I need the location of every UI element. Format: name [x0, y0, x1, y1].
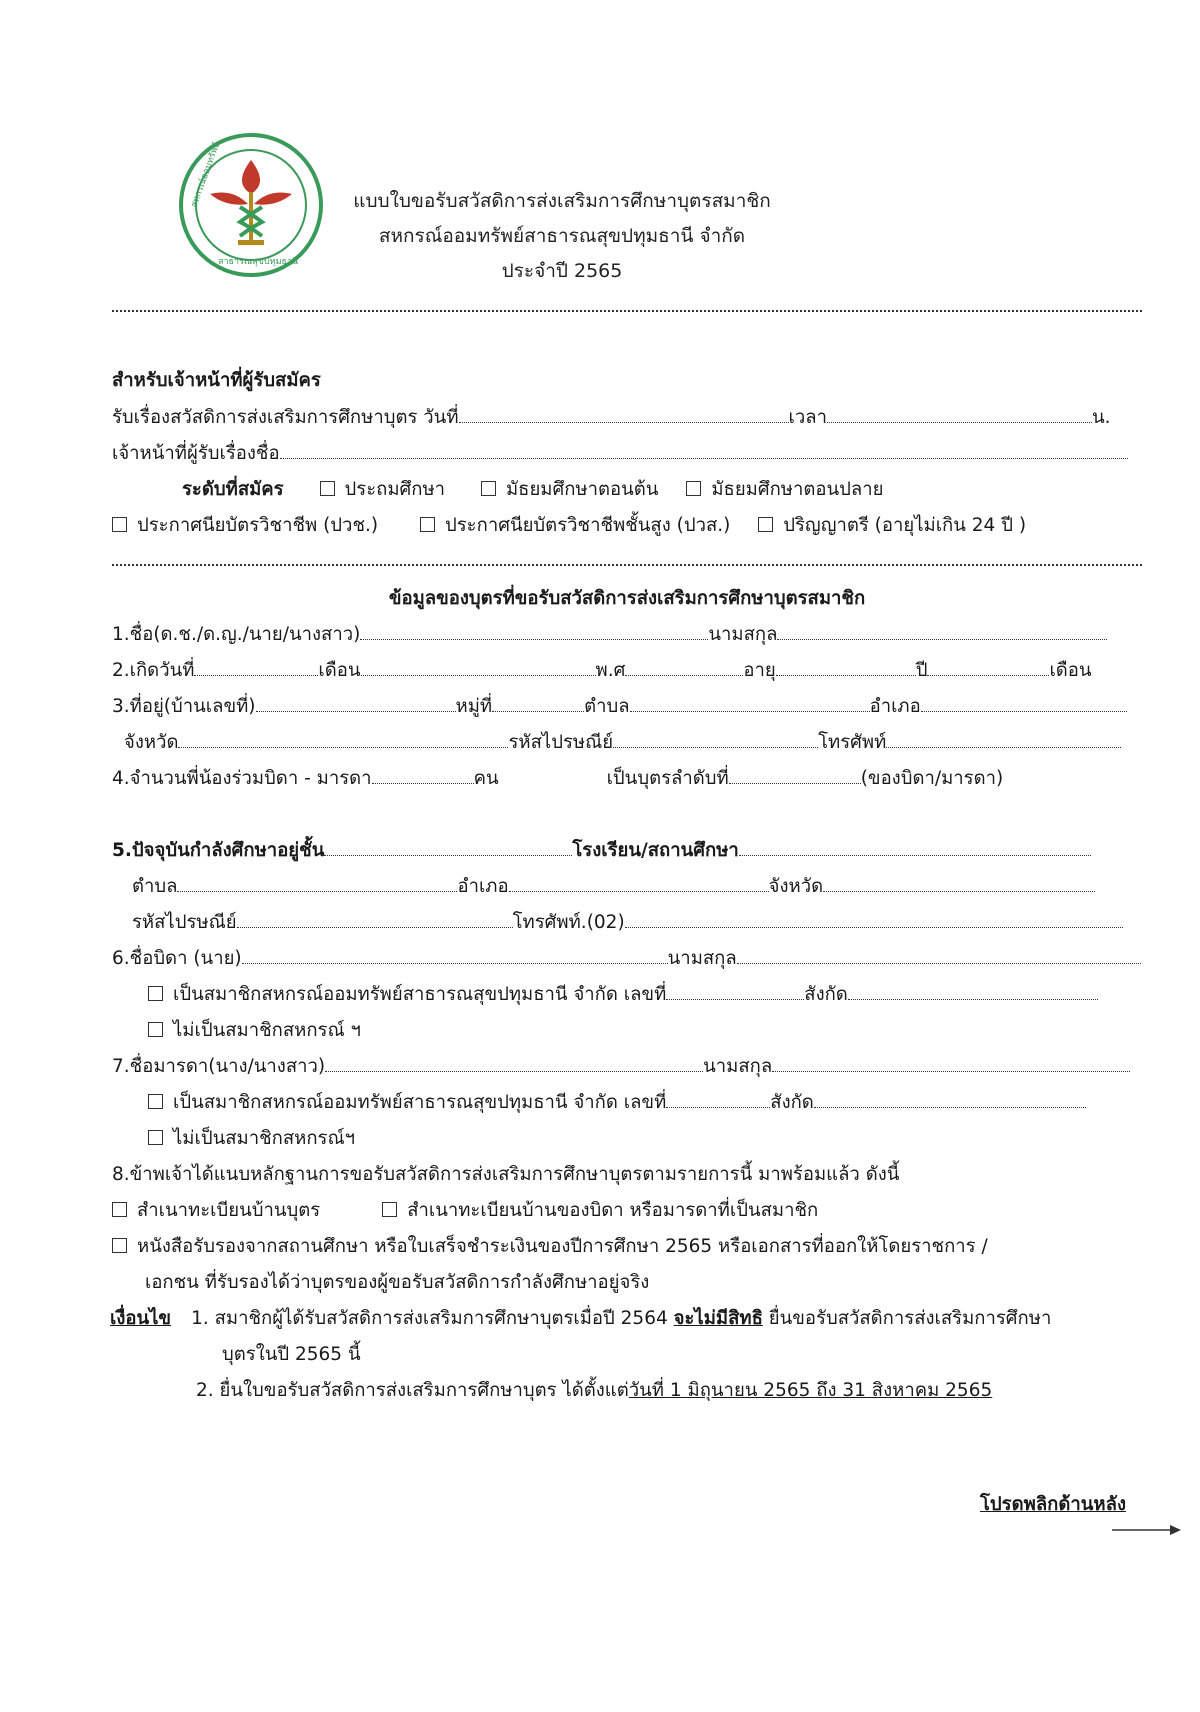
- child-address-row: [112, 692, 1127, 721]
- house-no-label: 3.ที่อยู่(บ้านเลขที่): [112, 696, 256, 717]
- father-member-row: [148, 980, 1098, 1009]
- birth-year-field[interactable]: [625, 657, 743, 676]
- condition-1-emphasis: จะไม่มีสิทธิ: [673, 1308, 763, 1329]
- moo-label: หมู่ที่: [455, 696, 493, 717]
- condition-2-dates: วันที่ 1 มิถุนายน 2565 ถึง 31 สิงหาคม 2565: [628, 1380, 993, 1401]
- level-bachelor-label: ปริญญาตรี (อายุไม่เกิน 24 ปี ): [783, 515, 1027, 536]
- officer-row: [112, 439, 1128, 468]
- doc-school-cert-label: หนังสือรับรองจากสถานศึกษา หรือใบเสร็จชำระเงินของปีการศึกษา 2565 หรือเอกสารที่ออกให้โดยราชการ /: [137, 1236, 988, 1257]
- age-label: อายุ: [743, 660, 776, 681]
- level-label: ระดับที่สมัคร: [182, 479, 284, 500]
- evidence-row-3: เอกชน ที่รับรองได้ว่าบุตรของผู้ขอรับสวัสดิการกำลังศึกษาอยู่จริง: [145, 1272, 650, 1293]
- mother-member-no-field[interactable]: [666, 1089, 770, 1108]
- turn-over-note: โปรดพลิกด้านหลัง: [980, 1494, 1126, 1515]
- house-no-field[interactable]: [256, 693, 456, 712]
- age-months-unit: เดือน: [1049, 660, 1092, 681]
- time-field[interactable]: [827, 404, 1092, 423]
- school-amphoe-field[interactable]: [509, 873, 769, 892]
- level-lower-secondary-label: มัธยมศึกษาตอนต้น: [505, 479, 659, 500]
- grade-field[interactable]: [324, 837, 572, 856]
- phone-label: โทรศัพท์: [818, 732, 887, 753]
- mother-member-label: เป็นสมาชิกสหกรณ์ออมทรัพย์สาธารณสุขปทุมธานี จำกัด เลขที่: [173, 1092, 667, 1113]
- level-vocational-checkbox[interactable]: [112, 517, 127, 532]
- siblings-label: 4.จำนวนพี่น้องร่วมบิดา - มารดา: [112, 768, 372, 789]
- birth-month-label: เดือน: [318, 660, 361, 681]
- level-high-vocational-checkbox[interactable]: [420, 517, 435, 532]
- child-surname-field[interactable]: [777, 621, 1107, 640]
- mother-name-row: [112, 1052, 1130, 1081]
- child-heading: ข้อมูลของบุตรที่ขอรับสวัสดิการส่งเสริมการศึกษาบุตรสมาชิก: [388, 588, 866, 609]
- father-nonmember-checkbox[interactable]: [148, 1022, 163, 1037]
- level-upper-secondary-label: มัธยมศึกษาตอนปลาย: [711, 479, 884, 500]
- svg-text:สาธารณสุขปทุมธานี: สาธารณสุขปทุมธานี: [218, 257, 299, 267]
- doc-school-cert-checkbox[interactable]: [112, 1238, 127, 1253]
- mother-member-checkbox[interactable]: [148, 1094, 163, 1109]
- evidence-row-1: [112, 1196, 818, 1225]
- level-lower-secondary-checkbox[interactable]: [481, 481, 496, 496]
- moo-field[interactable]: [492, 693, 584, 712]
- father-name-field[interactable]: [242, 945, 668, 964]
- postcode-label: รหัสไปรษณีย์: [508, 732, 614, 753]
- doc-parent-house-reg-checkbox[interactable]: [382, 1202, 397, 1217]
- officer-label: เจ้าหน้าที่ผู้รับเรื่องชื่อ: [112, 443, 280, 464]
- header-divider: [112, 310, 1142, 312]
- mother-name-label: 7.ชื่อมารดา(นาง/นางสาว): [112, 1056, 326, 1077]
- amphoe-field[interactable]: [921, 693, 1127, 712]
- time-label: เวลา: [788, 407, 827, 428]
- mother-member-row: [148, 1088, 1086, 1117]
- father-surname-field[interactable]: [737, 945, 1141, 964]
- evidence-intro: 8.ข้าพเจ้าได้แนบหลักฐานการขอรับสวัสดิการส่งเสริมการศึกษาบุตรตามรายการนี้ มาพร้อมแล้ว ดังนี้: [112, 1164, 900, 1185]
- officer-field[interactable]: [280, 440, 1128, 459]
- school-address-row: [132, 872, 1095, 901]
- level-primary-label: ประถมศึกษา: [344, 479, 446, 500]
- birth-month-field[interactable]: [361, 657, 596, 676]
- school-label: โรงเรียน/สถานศึกษา: [572, 840, 739, 861]
- father-nonmember-label: ไม่เป็นสมาชิกสหกรณ์ ฯ: [173, 1020, 361, 1041]
- time-unit: น.: [1091, 407, 1111, 428]
- tambon-label: ตำบล: [584, 696, 630, 717]
- condition-1-line-2: บุตรในปี 2565 นี้: [222, 1344, 361, 1365]
- doc-child-house-reg-checkbox[interactable]: [112, 1202, 127, 1217]
- svg-text:สหกรณ์ออมทรัพย์: สหกรณ์ออมทรัพย์: [189, 140, 223, 210]
- child-surname-label: นามสกุล: [708, 624, 778, 645]
- siblings-field[interactable]: [372, 765, 474, 784]
- birth-day-label: 2.เกิดวันที่: [112, 660, 195, 681]
- staff-divider: [112, 564, 1142, 566]
- age-years-field[interactable]: [776, 657, 916, 676]
- child-name-row: [112, 620, 1107, 649]
- age-months-field[interactable]: [927, 657, 1049, 676]
- conditions-row-1: [110, 1304, 1051, 1333]
- father-name-label: 6.ชื่อบิดา (นาย): [112, 948, 242, 969]
- tambon-field[interactable]: [630, 693, 870, 712]
- level-primary-checkbox[interactable]: [320, 481, 335, 496]
- birth-order-label: เป็นบุตรลำดับที่: [606, 768, 729, 789]
- father-name-row: [112, 944, 1141, 973]
- form-title: แบบใบขอรับสวัสดิการส่งเสริมการศึกษาบุตรสมาชิก: [353, 190, 771, 212]
- birth-year-label: พ.ศ: [595, 660, 626, 681]
- condition-1-rest: ยื่นขอรับสวัสดิการส่งเสริมการศึกษา: [762, 1308, 1052, 1329]
- school-amphoe-label: อำเภอ: [457, 876, 509, 897]
- child-birth-row: [112, 656, 1092, 685]
- grade-label: 5.ปัจจุบันกำลังศึกษาอยู่ชั้น: [112, 840, 325, 861]
- postcode-field[interactable]: [613, 729, 818, 748]
- received-date-row: [112, 403, 1111, 432]
- father-member-checkbox[interactable]: [148, 986, 163, 1001]
- birth-day-field[interactable]: [194, 657, 318, 676]
- level-bachelor-checkbox[interactable]: [758, 517, 773, 532]
- child-address-row-2: [124, 728, 1121, 757]
- phone-field[interactable]: [886, 729, 1121, 748]
- father-nonmember-row: [148, 1016, 361, 1045]
- mother-affiliation-label: สังกัด: [770, 1092, 814, 1113]
- level-high-vocational-label: ประกาศนียบัตรวิชาชีพชั้นสูง (ปวส.): [445, 515, 731, 536]
- school-tambon-label: ตำบล: [132, 876, 178, 897]
- received-date-label: รับเรื่องสวัสดิการส่งเสริมการศึกษาบุตร วันที่: [112, 407, 459, 428]
- doc-parent-house-reg-label: สำเนาทะเบียนบ้านของบิดา หรือมารดาที่เป็นสมาชิก: [407, 1200, 819, 1221]
- level-upper-secondary-checkbox[interactable]: [686, 481, 701, 496]
- school-row: [112, 836, 1091, 865]
- school-postcode-field[interactable]: [237, 909, 513, 928]
- siblings-row: [112, 764, 1003, 793]
- received-date-field[interactable]: [459, 404, 789, 423]
- form-year: ประจำปี 2565: [501, 260, 623, 282]
- school-postcode-label: รหัสไปรษณีย์: [132, 912, 237, 933]
- evidence-row-2: [112, 1232, 988, 1261]
- level-row-2: [112, 511, 1026, 540]
- mother-surname-field[interactable]: [772, 1053, 1130, 1072]
- birth-order-field[interactable]: [729, 765, 861, 784]
- child-name-field[interactable]: [360, 621, 708, 640]
- school-contact-row: [132, 908, 1123, 937]
- cooperative-name: สหกรณ์ออมทรัพย์สาธารณสุขปทุมธานี จำกัด: [378, 225, 746, 247]
- province-label: จังหวัด: [124, 732, 179, 753]
- school-tambon-field[interactable]: [177, 873, 457, 892]
- child-name-label: 1.ชื่อ(ด.ช./ด.ญ./นาย/นางสาว): [112, 624, 361, 645]
- conditions-label: เงื่อนไข: [110, 1308, 172, 1329]
- conditions-row-2: [196, 1376, 992, 1405]
- father-surname-label: นามสกุล: [667, 948, 737, 969]
- mother-name-field[interactable]: [325, 1053, 703, 1072]
- province-field[interactable]: [178, 729, 508, 748]
- mother-nonmember-checkbox[interactable]: [148, 1130, 163, 1145]
- school-province-field[interactable]: [823, 873, 1095, 892]
- birth-order-suffix: (ของบิดา/มารดา): [860, 768, 1004, 789]
- mother-affiliation-field[interactable]: [814, 1089, 1086, 1108]
- doc-child-house-reg-label: สำเนาทะเบียนบ้านบุตร: [137, 1200, 321, 1221]
- mother-surname-label: นามสกุล: [703, 1056, 773, 1077]
- father-affiliation-field[interactable]: [848, 981, 1098, 1000]
- school-phone-label: โทรศัพท์.(02): [512, 912, 625, 933]
- father-affiliation-label: สังกัด: [804, 984, 848, 1005]
- school-phone-field[interactable]: [625, 909, 1123, 928]
- siblings-unit: คน: [473, 768, 499, 789]
- level-vocational-label: ประกาศนียบัตรวิชาชีพ (ปวช.): [137, 515, 379, 536]
- mother-nonmember-label: ไม่เป็นสมาชิกสหกรณ์ฯ: [173, 1128, 356, 1149]
- level-row-1: [182, 475, 883, 504]
- amphoe-label: อำเภอ: [869, 696, 921, 717]
- condition-2-text: 2. ยื่นใบขอรับสวัสดิการส่งเสริมการศึกษาบุตร ได้ตั้งแต่: [196, 1380, 629, 1401]
- father-member-no-field[interactable]: [666, 981, 804, 1000]
- father-member-label: เป็นสมาชิกสหกรณ์ออมทรัพย์สาธารณสุขปทุมธานี จำกัด เลขที่: [173, 984, 667, 1005]
- arrow-right-icon: [1112, 1523, 1182, 1537]
- school-field[interactable]: [739, 837, 1091, 856]
- age-years-unit: ปี: [915, 660, 928, 681]
- staff-heading: สำหรับเจ้าหน้าที่ผู้รับสมัคร: [112, 370, 321, 391]
- condition-1-text: 1. สมาชิกผู้ได้รับสวัสดิการส่งเสริมการศึกษาบุตรเมื่อปี 2564: [191, 1308, 668, 1329]
- mother-nonmember-row: [148, 1124, 355, 1153]
- school-province-label: จังหวัด: [768, 876, 824, 897]
